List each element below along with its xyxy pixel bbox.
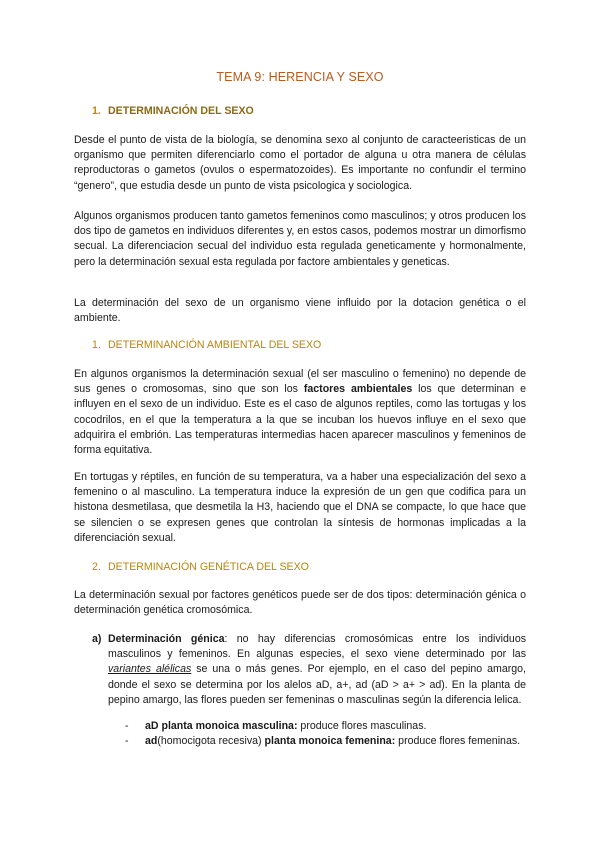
paragraph-definition: Desde el punto de vista de la biología, se denomina sexo al conjunto de caracteeristicas de un organismo que permiten diferenciarlo como el portador de alguna u otra manera de células reproductoras o gametos (ovulos o espermatozoides). Es importante no confundir el termino “genero”, que estudia desde un punto de vista psicologica y sociologica. [74, 134, 526, 192]
list-item-a [92, 632, 526, 708]
bullet-item-masculina [125, 719, 526, 734]
paragraph-environmental [74, 367, 526, 458]
section-heading-text: DETERMINANCIÓN AMBIENTAL DEL SEXO [108, 339, 322, 351]
paragraph-genetic-types: La determinación sexual por factores genéticos puede ser de dos tipos: determinación génica o determinación genética cromosómica. [74, 589, 526, 617]
bullet-item-femenina [125, 734, 526, 749]
section-heading-text: DETERMINACIÓN DEL SEXO [108, 105, 254, 117]
section-number: 1. [92, 105, 101, 117]
bullet-bold: ad [145, 735, 158, 748]
bullet-list [125, 719, 526, 749]
section-heading-determinacion-sexo [92, 105, 254, 117]
paragraph-temperature: En tortugas y réptiles, en función de su temperatura, va a haber una especialización del sexo a femenino o al masculino. La temperatura induce la expresión de un gen que codifica para un histona desmetilasa, que desmetila la H3, haciendo que el DNA se compacte, lo que hace que se silencien o se expresen genes que controlan la síntesis de hormonas implicadas a la diferenciación sexual. [74, 471, 526, 544]
section-number: 1. [92, 339, 101, 351]
paragraph-text: los que determinan e influyen en el sexo de un individuo. Este es el caso de algunos reptiles, como las tortugas y los cocodrilos, en el que la temperatura a la que se incuban los huevos influye en el sexo que adquirira el embrión. Las temperaturas intermedias hacen aparecer masculinos y femeninos de forma equitativa. [74, 383, 526, 457]
bold-term-determinacion-genica: Determinación génica [108, 633, 225, 645]
page-title: TEMA 9: HERENCIA Y SEXO [216, 70, 384, 84]
bullet-bold: aD planta monoica masculina: [145, 720, 298, 732]
list-item-label: a) [92, 633, 102, 645]
bold-term-factores-ambientales: factores ambientales [303, 383, 413, 396]
section-number: 2. [92, 561, 101, 573]
bullet-text: produce flores masculinas. [297, 720, 427, 732]
bullet-text: produce flores femeninas. [395, 735, 521, 748]
list-item-text: : no hay diferencias cromosómicas entre los individuos masculinos y femeninos. En algunas especies, el sexo viene determinado por las [108, 633, 527, 661]
paragraph-text: En algunos organismos la determinación sexual (el ser masculino o femenino) no depende de sus genes o cromosomas, sino que son los [74, 368, 526, 396]
bullet-dash: - [125, 735, 129, 748]
list-item-text: se una o más genes. Por ejemplo, en el caso del pepino amargo, donde el sexo se determina por los alelos aD, a+, ad (aD > a+ > ad). En la planta de pepino amargo, las flores pueden ser femeninas o masculinas según la diferencia lelica. [108, 663, 526, 706]
link-variantes-alelicas[interactable]: variantes alélicas [108, 663, 192, 676]
section-heading-text: DETERMINACIÓN GENÉTICA DEL SEXO [108, 561, 309, 573]
paragraph-influence: La determinación del sexo de un organismo viene influido por la dotacion genética o el ambiente. [74, 297, 526, 325]
bullet-bold: planta monoica femenina: [264, 735, 396, 748]
paragraph-gametes: Algunos organismos producen tanto gametos femeninos como masculinos; y otros producen los dos tipo de gametos en individuos diferentes y, en estos casos, podemos mostrar un dimorfismo secual. La diferenciacion secual del individuo esta regulada geneticamente y hormonalmente, pero la determinación sexual esta regulada por factore ambientales y geneticas. [74, 210, 526, 268]
section-heading-genetica [92, 561, 309, 573]
list-item-body [108, 632, 526, 708]
bullet-text: (homocigota recesiva) [157, 735, 265, 748]
section-heading-ambiental [92, 339, 321, 351]
bullet-dash: - [125, 720, 129, 732]
